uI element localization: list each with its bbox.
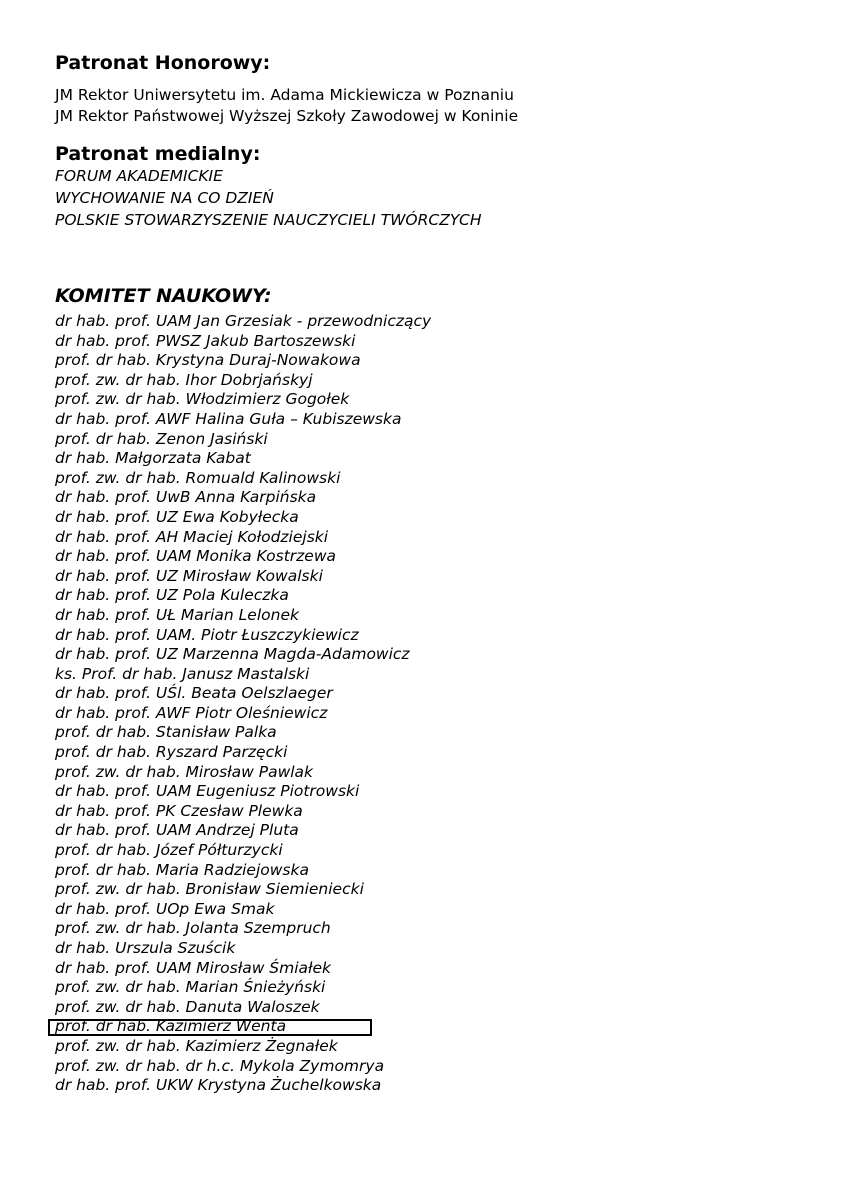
committee-member: dr hab. prof. UŚl. Beata Oelszlaeger xyxy=(55,684,333,703)
committee-member: dr hab. prof. UZ Marzenna Magda-Adamowicz xyxy=(55,645,410,664)
committee-member: dr hab. prof. UAM Mirosław Śmiałek xyxy=(55,958,332,977)
media-patron-3: POLSKIE STOWARZYSZENIE NAUCZYCIELI TWÓRCZYCH xyxy=(55,211,482,229)
committee-member: dr hab. Małgorzata Kabat xyxy=(55,449,251,468)
committee-member: dr hab. prof. UAM Monika Kostrzewa xyxy=(55,547,336,566)
committee-member: prof. zw. dr hab. Jolanta Szempruch xyxy=(55,919,331,938)
committee-member: prof. zw. dr hab. Bronisław Siemieniecki xyxy=(55,880,364,899)
committee-member: dr hab. prof. UwB Anna Karpińska xyxy=(55,488,317,507)
committee-member: prof. dr hab. Józef Półturzycki xyxy=(55,841,283,860)
committee-member: prof. zw. dr hab. Ihor Dobrjańskyj xyxy=(55,370,313,389)
committee-member: prof. dr hab. Zenon Jasiński xyxy=(55,429,268,448)
committee-member: prof. dr hab. Maria Radziejowska xyxy=(55,860,309,879)
honorary-patron-2: JM Rektor Państwowej Wyższej Szkoły Zawodowej w Koninie xyxy=(55,107,519,125)
committee-member: dr hab. prof. UAM. Piotr Łuszczykiewicz xyxy=(55,625,359,644)
honorary-patron-1: JM Rektor Uniwersytetu im. Adama Mickiewicza w Poznaniu xyxy=(55,86,514,104)
committee-member: prof. zw. dr hab. Mirosław Pawlak xyxy=(55,762,314,781)
committee-member: dr hab. prof. UAM Jan Grzesiak - przewodniczący xyxy=(55,312,432,330)
committee-member: dr hab. prof. UAM Eugeniusz Piotrowski xyxy=(55,782,360,801)
committee-member: dr hab. prof. UZ Ewa Kobyłecka xyxy=(55,507,299,526)
committee-member: dr hab. Urszula Szuścik xyxy=(55,939,236,957)
committee-member-highlighted: prof. dr hab. Kazimierz Wenta xyxy=(55,1017,287,1036)
committee-member: prof. zw. dr hab. Włodzimierz Gogołek xyxy=(55,390,350,409)
media-patron-2: WYCHOWANIE NA CO DZIEŃ xyxy=(55,189,274,207)
committee-member: dr hab. prof. PWSZ Jakub Bartoszewski xyxy=(55,331,356,350)
committee-member: dr hab. prof. UŁ Marian Lelonek xyxy=(55,605,299,624)
committee-member: dr hab. prof. AWF Piotr Oleśniewicz xyxy=(55,703,328,722)
committee-member: ks. Prof. dr hab. Janusz Mastalski xyxy=(55,664,310,683)
committee-member-list xyxy=(55,312,431,1096)
committee-member: prof. zw. dr hab. Kazimierz Żegnałek xyxy=(55,1036,338,1055)
committee-member: prof. zw. dr hab. Danuta Waloszek xyxy=(55,997,320,1016)
committee-member: dr hab. prof. UOp Ewa Smak xyxy=(55,899,275,918)
media-patronage-heading: Patronat medialny: xyxy=(55,143,261,165)
committee-member: dr hab. prof. UKW Krystyna Żuchelkowska xyxy=(55,1076,382,1095)
committee-member: dr hab. prof. AWF Halina Guła – Kubiszewska xyxy=(55,409,402,428)
committee-member: dr hab. prof. UZ Mirosław Kowalski xyxy=(55,566,323,585)
committee-member: prof. dr hab. Stanisław Palka xyxy=(55,723,277,742)
committee-member: prof. dr hab. Krystyna Duraj-Nowakowa xyxy=(55,351,361,370)
media-patron-1: FORUM AKADEMICKIE xyxy=(55,167,223,185)
committee-member: dr hab. prof. UZ Pola Kuleczka xyxy=(55,586,289,605)
committee-member: dr hab. prof. AH Maciej Kołodziejski xyxy=(55,527,329,546)
committee-member: prof. zw. dr hab. dr h.c. Mykola Zymomrya xyxy=(55,1056,385,1075)
committee-member: dr hab. prof. PK Czesław Plewka xyxy=(55,801,303,820)
scientific-committee-heading: KOMITET NAUKOWY: xyxy=(55,285,272,307)
committee-member: prof. zw. dr hab. Romuald Kalinowski xyxy=(55,468,341,487)
committee-member: dr hab. prof. UAM Andrzej Pluta xyxy=(55,821,299,840)
honorary-patronage-heading: Patronat Honorowy: xyxy=(55,52,271,74)
committee-member: prof. dr hab. Ryszard Parzęcki xyxy=(55,743,288,762)
committee-member: prof. zw. dr hab. Marian Śnieżyński xyxy=(55,978,326,997)
